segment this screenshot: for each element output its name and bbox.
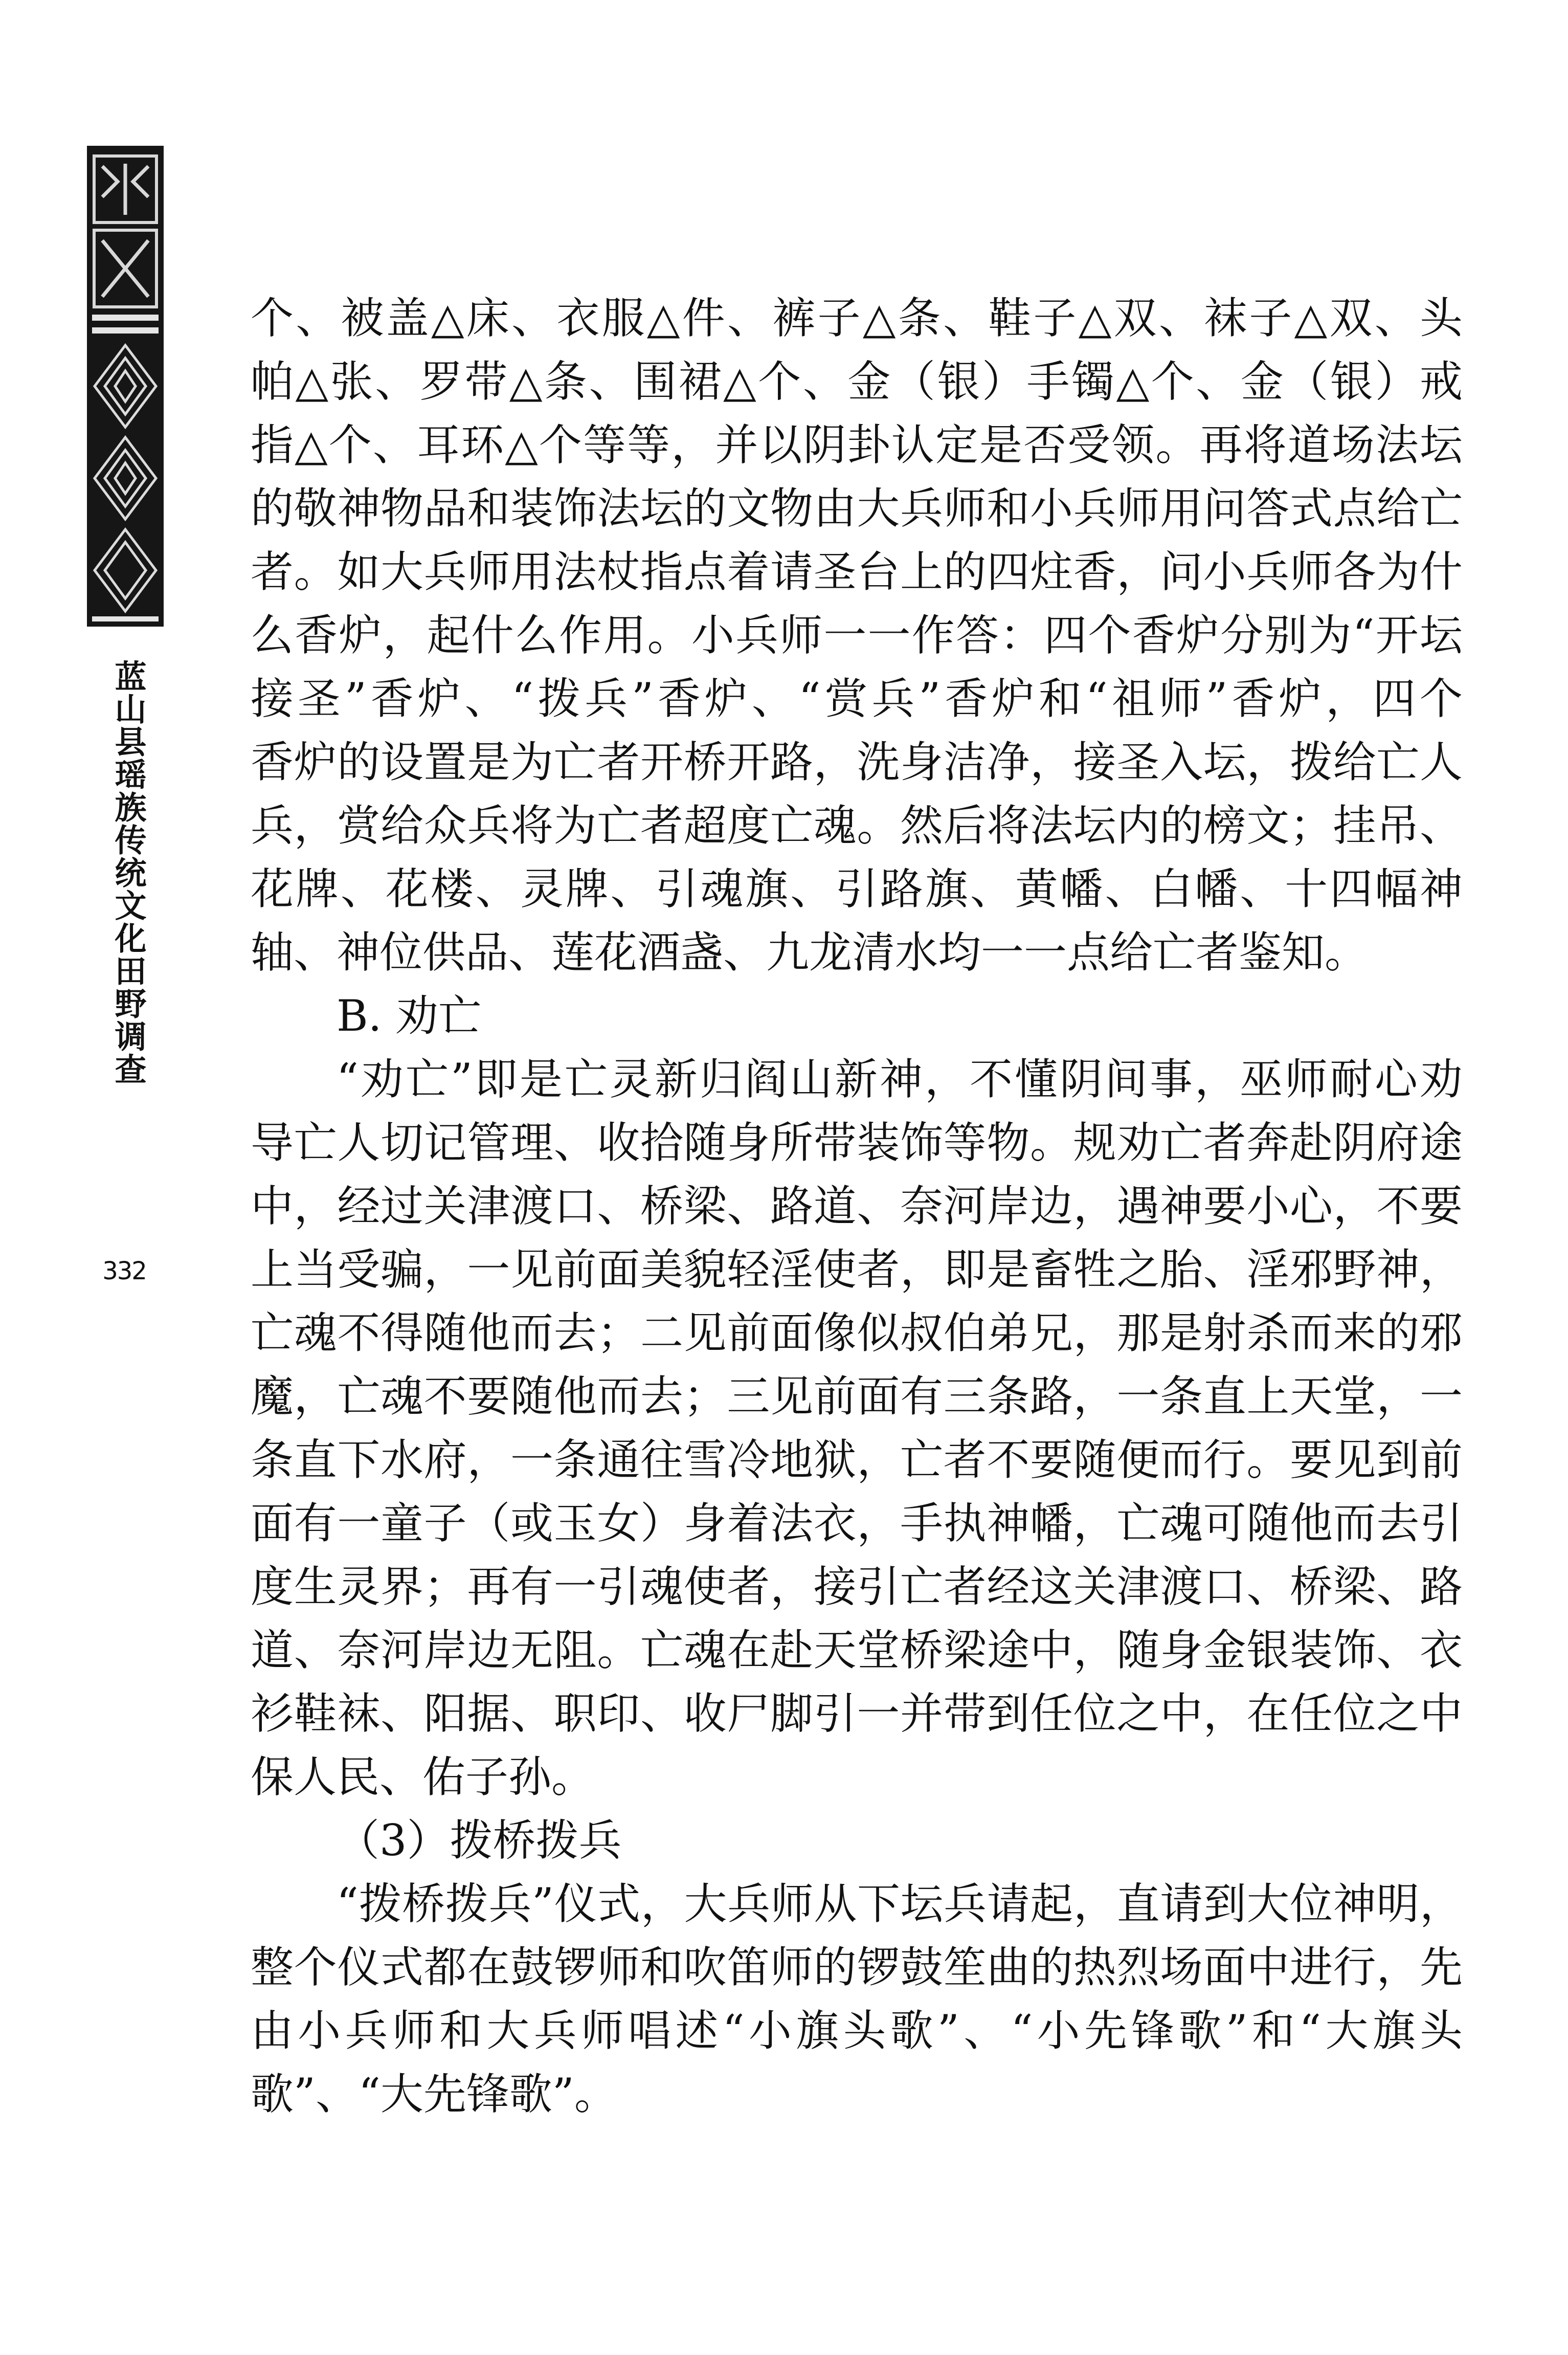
text-line: 条直下水府，一条通往雪冷地狱，亡者不要随便而行。要见到前: [251, 1435, 1463, 1485]
woven-pattern-graphic: [87, 146, 164, 627]
body-text: [251, 286, 1463, 2126]
text-line: “拨桥拨兵”仪式，大兵师从下坛兵请起，直请到大位神明，: [337, 1879, 1463, 1929]
text-line: 香炉的设置是为亡者开桥开路，洗身洁净，接圣入坛，拨给亡人: [251, 737, 1463, 787]
text-line: 轴、神位供品、莲花酒盏、九龙清水均一一点给亡者鉴知。: [251, 927, 1368, 977]
page-number: 332: [102, 1257, 146, 1285]
text-line: 由小兵师和大兵师唱述“小旗头歌”、“小先锋歌”和“大旗头: [251, 2006, 1463, 2056]
section-heading-3: （3）拨桥拨兵: [337, 1815, 622, 1865]
text-line: 导亡人切记管理、收拾随身所带装饰等物。规劝亡者奔赴阴府途: [251, 1118, 1463, 1168]
text-line: 接圣”香炉、“拨兵”香炉、“赏兵”香炉和“祖师”香炉，四个: [251, 674, 1463, 724]
text-line: 的敬神物品和装饰法坛的文物由大兵师和小兵师用问答式点给亡: [251, 483, 1463, 534]
text-line: 个、被盖△床、衣服△件、裤子△条、鞋子△双、袜子△双、头: [251, 293, 1463, 343]
text-line: 歌”、“大先锋歌”。: [251, 2069, 617, 2119]
text-line: 帕△张、罗带△条、围裙△个、金（银）手镯△个、金（银）戒: [251, 357, 1463, 407]
text-line: 面有一童子（或玉女）身着法衣，手执神幡，亡魂可随他而去引: [251, 1498, 1463, 1548]
text-line: 衫鞋袜、阳据、职印、收尸脚引一并带到任位之中，在任位之中: [251, 1689, 1463, 1739]
text-line: 中，经过关津渡口、桥梁、路道、奈河岸边，遇神要小心，不要: [251, 1181, 1463, 1231]
text-line: 度生灵界；再有一引魂使者，接引亡者经这关津渡口、桥梁、路: [251, 1562, 1463, 1612]
text-line: “劝亡”即是亡灵新归阎山新神，不懂阴间事，巫师耐心劝: [337, 1054, 1463, 1104]
text-line: 亡魂不得随他而去；二见前面像似叔伯弟兄，那是射杀而来的邪: [251, 1308, 1463, 1358]
text-line: 整个仪式都在鼓锣师和吹笛师的锣鼓笙曲的热烈场面中进行，先: [251, 1942, 1463, 1992]
text-line: 者。如大兵师用法杖指点着请圣台上的四炷香，问小兵师各为什: [251, 547, 1463, 597]
running-book-title: 蓝山县瑶族传统文化田野调查: [109, 660, 147, 1085]
text-line: 么香炉，起什么作用。小兵师一一作答：四个香炉分别为“开坛: [251, 610, 1463, 660]
text-line: 指△个、耳环△个等等，并以阴卦认定是否受领。再将道场法坛: [251, 420, 1463, 470]
text-line: 花牌、花楼、灵牌、引魂旗、引路旗、黄幡、白幡、十四幅神: [251, 864, 1463, 914]
text-line: 上当受骗，一见前面美貌轻淫使者，即是畜牲之胎、淫邪野神，: [251, 1245, 1463, 1295]
decorative-pattern-band: [87, 146, 164, 627]
section-heading-b: B. 劝亡: [337, 991, 482, 1041]
text-line: 保人民、佑子孙。: [251, 1752, 595, 1802]
text-line: 魔，亡魂不要随他而去；三见前面有三条路，一条直上天堂，一: [251, 1371, 1463, 1421]
text-line: 道、奈河岸边无阻。亡魂在赴天堂桥梁途中，随身金银装饰、衣: [251, 1625, 1463, 1675]
text-line: 兵，赏给众兵将为亡者超度亡魂。然后将法坛内的榜文；挂吊、: [251, 801, 1463, 851]
